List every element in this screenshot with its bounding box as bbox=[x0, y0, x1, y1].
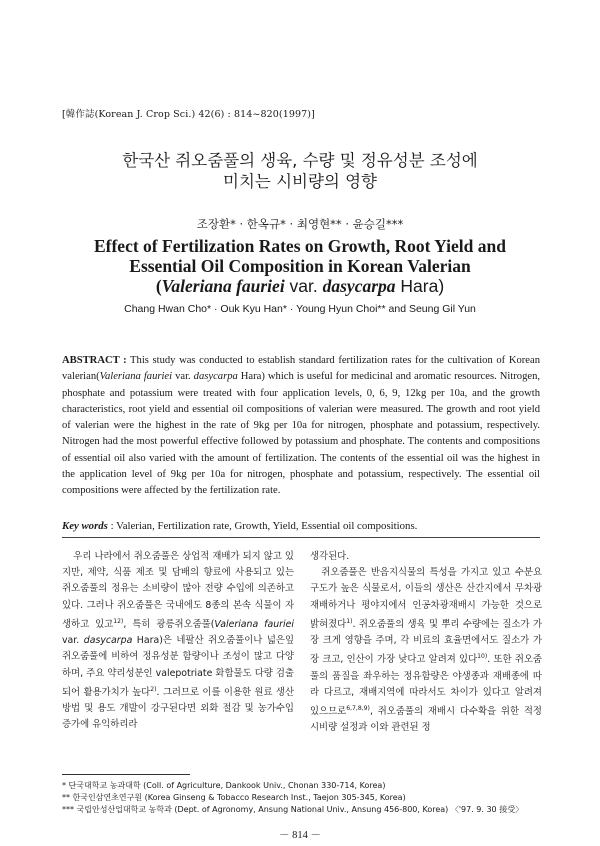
title-species-name: Valeriana fauriei bbox=[161, 276, 285, 296]
footnote-3: *** 국립안성산업대학교 농학과 (Dept. of Agronomy, Ansung National Univ., Ansung 456-800, Korea) 〈'97. 9. 30 接受〉 bbox=[62, 805, 524, 814]
korean-authors: 조장환* · 한옥규* · 최영현** · 윤승길*** bbox=[196, 217, 404, 231]
english-title-line-3: (Valeriana fauriei var. dasycarpa Hara) bbox=[155, 276, 445, 296]
footnote-2: ** 한국인삼연초연구원 (Korea Ginseng & Tobacco Research Inst., Taejon 305-345, Korea) bbox=[62, 793, 406, 802]
body-column-right: 생각된다. 쥐오줌풀은 반음지식물의 특성을 가지고 있고 수분요구도가 높은 식물로서, 이들의 생산은 산간지에서 무차광 재배하거나 평야지에서 인공차광재배시 가능한 것으로 밝혀졌다$^{1)}$. 쥐오줌풀의 생육 및 뿌리 수량에는 질소가 가장 크게 영향을 주며, 각 비료의 효율면에서도 질소가 가장 크고, 인산이 가장 낮다고 알려져 있다$^{10)}$. 또한 쥐오줌풀의 품질을 좌우하는 정유함량은 야생종과 재배종에 따라 다르고, 재배지역에 따라서도 차이가 있다고 알려져 있으므로$^{6,7,8,9)}$, 쥐오줌풀의 재배시 다수확을 위한 적정 시비량 설정과 이와 관련된 정 bbox=[310, 551, 542, 734]
english-title-line-2: Essential Oil Composition in Korean Valerian bbox=[129, 256, 471, 276]
english-authors: Chang Hwan Cho* · Ouk Kyu Han* · Young Hyun Choi** and Seung Gil Yun bbox=[124, 303, 476, 315]
keywords: Key words : Valerian, Fertilization rate, Growth, Yield, Essential oil compositions. bbox=[62, 520, 418, 532]
korean-title-line-1: 한국산 쥐오줌풀의 생육, 수량 및 정유성분 조성에 bbox=[122, 151, 478, 170]
footnote-divider bbox=[62, 774, 190, 775]
keywords-divider bbox=[62, 537, 540, 538]
english-title-line-1: Effect of Fertilization Rates on Growth, Root Yield and bbox=[93, 236, 506, 256]
body-column-left: 우리 나라에서 쥐오줌풀은 상업적 재배가 되지 않고 있지만, 제약, 식품 제조 및 담배의 향료에 사용되고 있는 쥐오줌풀의 정유는 소비량이 많아 전량 수입에 의존하고 있다. 그러나 쥐오줌풀은 국내에도 8종의 본속 식물이 자생하고 있고$^{12)}$, 특히 광릉쥐오줌풀(Valeriana fauriei var. dasycarpa Hara)은 네팔산 쥐오줌풀이나 넓은잎 쥐오줌풀에 비하여 정유성분 함량이나 조성이 많고 다양하며, 주요 약리성분인 valepotriate 화합물도 다량 검출되어 활용가치가 높다$^{2)}$. 그러므로 이를 이용한 원료 생산 방법 및 용도 개발이 강구된다면 외화 절감 및 농가수입 증가에 유익하리라 bbox=[62, 551, 295, 731]
abstract-label: ABSTRACT : bbox=[62, 355, 127, 366]
page-number: － 814 － bbox=[279, 830, 321, 841]
journal-citation: [韓作誌(Korean J. Crop Sci.) 42(6) : 814~820(1997)] bbox=[62, 109, 315, 120]
abstract: ABSTRACT : This study was conducted to establish standard fertilization rates for the cultivation of Korean valerian(Valeriana fauriei var. dasycarpa Hara) which is useful for medicinal and aromatic resources. Nitrogen, phosphate and potassium were treated with four application levels, 0, 6, 9, 12kg per 10a, and the growth characteristics, root yield and essential oil compositions of valerian were measured. The growth and root yield of valerian were the highest in the rate of 9kg per 10a for nitrogen, phosphate and potassium, respectively. Nitrogen had the most powerful effective followed by potassium and phosphate. The contents and compositions of essential oil also varied with the amount of fertilization. The contents of the essential oil was the highest in the application level of 9kg per 10a for nitrogen, phosphate and potassium, respectively. The essential oil compositions were affected by the fertilization rate. bbox=[62, 355, 541, 497]
footnote-1: * 단국대학교 농과대학 (Coll. of Agriculture, Dankook Univ., Chonan 330-714, Korea) bbox=[62, 781, 386, 790]
keywords-label: Key words bbox=[62, 520, 108, 532]
title-variety-name: dasycarpa bbox=[322, 276, 396, 296]
korean-title-line-2: 미치는 시비량의 영향 bbox=[223, 172, 377, 191]
